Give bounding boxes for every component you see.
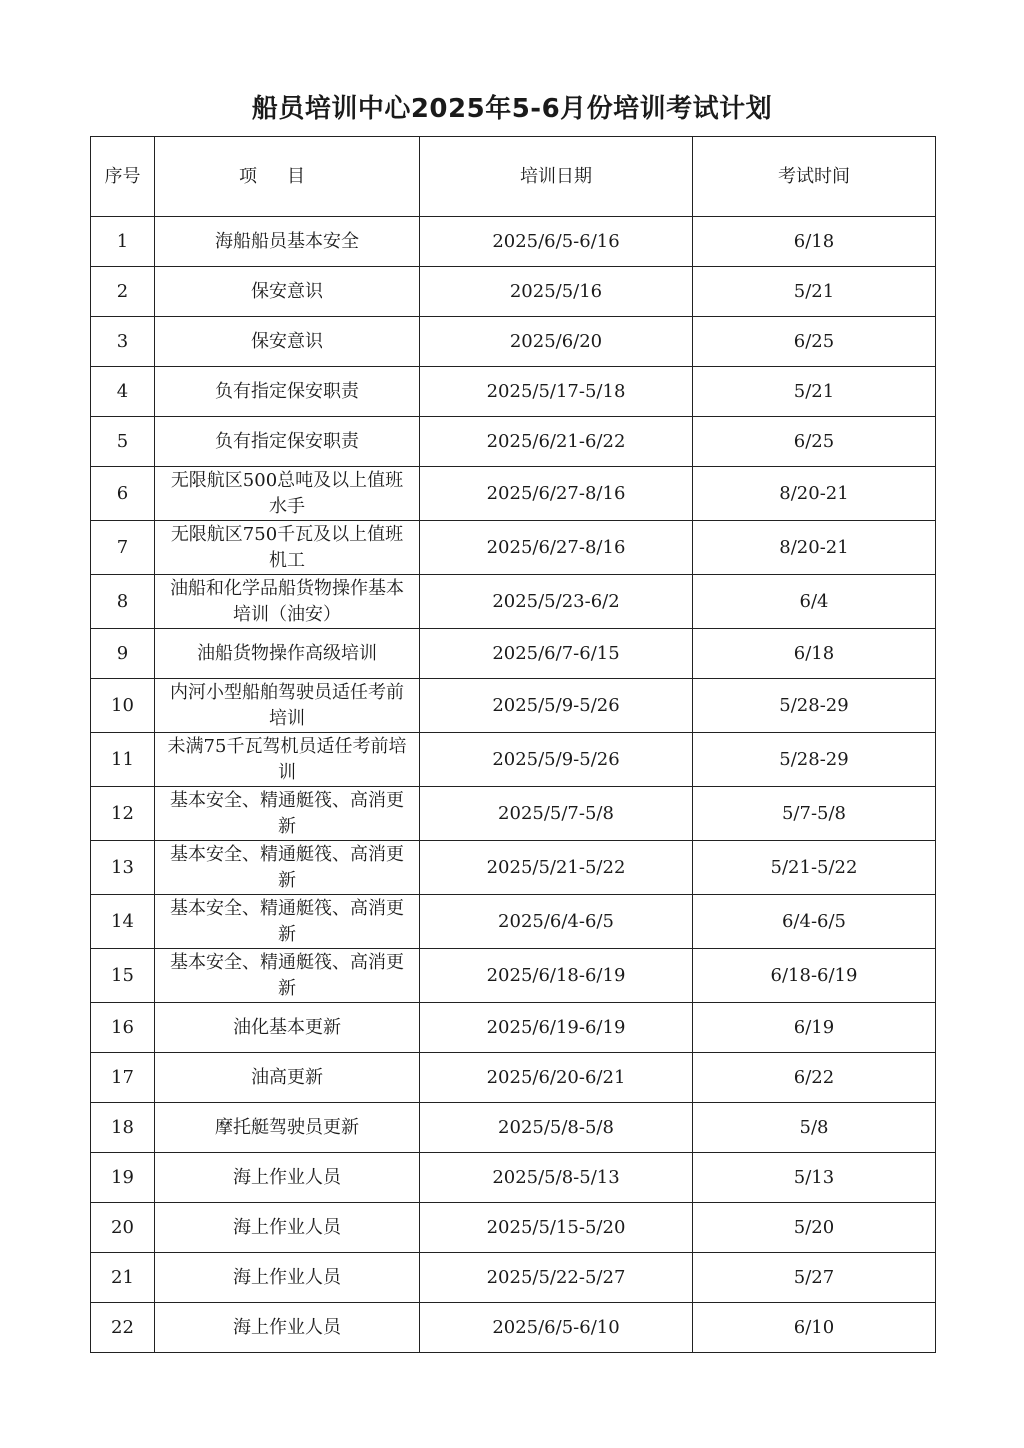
cell-index: 13 — [91, 841, 155, 895]
cell-exam-time: 5/21 — [693, 267, 936, 317]
table-body — [91, 217, 936, 1353]
cell-training-date: 2025/6/19-6/19 — [420, 1003, 693, 1053]
item-text: 未满75千瓦驾机员适任考前培训 — [167, 735, 407, 783]
cell-item — [155, 787, 420, 841]
cell-item — [155, 267, 420, 317]
cell-exam-time: 6/4 — [693, 575, 936, 629]
table-row — [91, 575, 936, 629]
cell-training-date: 2025/5/23-6/2 — [420, 575, 693, 629]
cell-item — [155, 217, 420, 267]
cell-exam-time: 8/20-21 — [693, 521, 936, 575]
page-title: 船员培训中心2025年5-6月份培训考试计划 — [251, 94, 773, 124]
cell-index: 15 — [91, 949, 155, 1003]
cell-item — [155, 679, 420, 733]
item-text: 基本安全、精通艇筏、高消更新 — [170, 843, 404, 891]
cell-exam-time: 5/21 — [693, 367, 936, 417]
cell-exam-time: 5/8 — [693, 1103, 936, 1153]
cell-item — [155, 1153, 420, 1203]
cell-index: 10 — [91, 679, 155, 733]
table-row — [91, 733, 936, 787]
item-text: 海上作业人员 — [233, 1166, 341, 1188]
cell-training-date: 2025/5/15-5/20 — [420, 1203, 693, 1253]
table-row — [91, 1103, 936, 1153]
training-exam-schedule-table — [90, 136, 936, 1353]
cell-index: 7 — [91, 521, 155, 575]
cell-training-date: 2025/5/8-5/13 — [420, 1153, 693, 1203]
cell-training-date: 2025/6/27-8/16 — [420, 521, 693, 575]
table-row — [91, 521, 936, 575]
item-text: 摩托艇驾驶员更新 — [215, 1116, 359, 1138]
table-row — [91, 1003, 936, 1053]
cell-index: 3 — [91, 317, 155, 367]
cell-training-date: 2025/6/27-8/16 — [420, 467, 693, 521]
header-exam-time: 考试时间 — [693, 137, 936, 217]
item-text: 无限航区750千瓦及以上值班机工 — [170, 523, 404, 571]
cell-index: 12 — [91, 787, 155, 841]
header-training-date: 培训日期 — [420, 137, 693, 217]
cell-item — [155, 629, 420, 679]
cell-item — [155, 467, 420, 521]
cell-exam-time: 6/25 — [693, 317, 936, 367]
table-row — [91, 1203, 936, 1253]
cell-index: 2 — [91, 267, 155, 317]
table-row — [91, 895, 936, 949]
item-text: 海上作业人员 — [233, 1316, 341, 1338]
cell-index: 4 — [91, 367, 155, 417]
cell-index: 5 — [91, 417, 155, 467]
cell-index: 11 — [91, 733, 155, 787]
cell-item — [155, 575, 420, 629]
table-row — [91, 467, 936, 521]
cell-training-date: 2025/6/5-6/10 — [420, 1303, 693, 1353]
cell-item — [155, 521, 420, 575]
table-row — [91, 679, 936, 733]
cell-training-date: 2025/5/8-5/8 — [420, 1103, 693, 1153]
cell-exam-time: 5/7-5/8 — [693, 787, 936, 841]
item-text: 基本安全、精通艇筏、高消更新 — [170, 951, 404, 999]
cell-index: 22 — [91, 1303, 155, 1353]
table-row — [91, 217, 936, 267]
item-text: 负有指定保安职责 — [215, 380, 359, 402]
cell-index: 19 — [91, 1153, 155, 1203]
cell-index: 18 — [91, 1103, 155, 1153]
cell-training-date: 2025/6/5-6/16 — [420, 217, 693, 267]
table-row — [91, 841, 936, 895]
cell-exam-time: 6/19 — [693, 1003, 936, 1053]
item-text: 无限航区500总吨及以上值班水手 — [170, 469, 404, 517]
cell-item — [155, 367, 420, 417]
cell-exam-time: 6/25 — [693, 417, 936, 467]
item-text: 基本安全、精通艇筏、高消更新 — [170, 897, 404, 945]
cell-training-date: 2025/5/22-5/27 — [420, 1253, 693, 1303]
item-text: 内河小型船舶驾驶员适任考前培训 — [170, 681, 404, 729]
cell-item — [155, 317, 420, 367]
cell-training-date: 2025/5/7-5/8 — [420, 787, 693, 841]
cell-index: 9 — [91, 629, 155, 679]
cell-index: 6 — [91, 467, 155, 521]
header-index: 序号 — [91, 137, 155, 217]
item-text: 基本安全、精通艇筏、高消更新 — [170, 789, 404, 837]
table-row — [91, 629, 936, 679]
item-text: 保安意识 — [251, 280, 323, 302]
cell-exam-time: 6/10 — [693, 1303, 936, 1353]
cell-training-date: 2025/5/21-5/22 — [420, 841, 693, 895]
cell-item — [155, 733, 420, 787]
item-text: 油船和化学品船货物操作基本培训（油安） — [170, 577, 404, 625]
item-text: 负有指定保安职责 — [215, 430, 359, 452]
cell-index: 8 — [91, 575, 155, 629]
cell-training-date: 2025/6/20-6/21 — [420, 1053, 693, 1103]
table-row — [91, 417, 936, 467]
item-text: 保安意识 — [251, 330, 323, 352]
cell-index: 1 — [91, 217, 155, 267]
cell-index: 17 — [91, 1053, 155, 1103]
table-row — [91, 949, 936, 1003]
cell-training-date: 2025/5/9-5/26 — [420, 733, 693, 787]
cell-exam-time: 5/28-29 — [693, 733, 936, 787]
cell-exam-time: 6/18 — [693, 217, 936, 267]
cell-exam-time: 6/18 — [693, 629, 936, 679]
cell-item — [155, 841, 420, 895]
cell-training-date: 2025/6/7-6/15 — [420, 629, 693, 679]
item-text: 海上作业人员 — [233, 1266, 341, 1288]
item-text: 油化基本更新 — [233, 1016, 341, 1038]
cell-exam-time: 5/21-5/22 — [693, 841, 936, 895]
cell-training-date: 2025/6/4-6/5 — [420, 895, 693, 949]
cell-training-date: 2025/5/16 — [420, 267, 693, 317]
header-item: 项目 — [155, 137, 420, 217]
cell-item — [155, 1203, 420, 1253]
table-row — [91, 267, 936, 317]
table-row — [91, 367, 936, 417]
table-row — [91, 1253, 936, 1303]
table-row — [91, 317, 936, 367]
cell-item — [155, 1303, 420, 1353]
item-text: 油高更新 — [251, 1066, 323, 1088]
cell-exam-time: 6/18-6/19 — [693, 949, 936, 1003]
cell-item — [155, 417, 420, 467]
table-row — [91, 787, 936, 841]
item-text: 油船货物操作高级培训 — [197, 642, 377, 664]
cell-exam-time: 8/20-21 — [693, 467, 936, 521]
cell-index: 21 — [91, 1253, 155, 1303]
cell-item — [155, 1253, 420, 1303]
cell-training-date: 2025/6/21-6/22 — [420, 417, 693, 467]
item-text: 海船船员基本安全 — [215, 230, 359, 252]
cell-exam-time: 5/13 — [693, 1153, 936, 1203]
cell-exam-time: 5/28-29 — [693, 679, 936, 733]
item-text: 海上作业人员 — [233, 1216, 341, 1238]
cell-index: 16 — [91, 1003, 155, 1053]
cell-exam-time: 5/20 — [693, 1203, 936, 1253]
table-row — [91, 1053, 936, 1103]
cell-exam-time: 6/4-6/5 — [693, 895, 936, 949]
cell-exam-time: 6/22 — [693, 1053, 936, 1103]
cell-item — [155, 1003, 420, 1053]
header-row — [91, 137, 936, 217]
cell-item — [155, 1103, 420, 1153]
cell-training-date: 2025/5/17-5/18 — [420, 367, 693, 417]
table-row — [91, 1303, 936, 1353]
cell-index: 20 — [91, 1203, 155, 1253]
cell-item — [155, 895, 420, 949]
table-header — [91, 137, 936, 217]
cell-training-date: 2025/6/20 — [420, 317, 693, 367]
cell-training-date: 2025/6/18-6/19 — [420, 949, 693, 1003]
cell-item — [155, 1053, 420, 1103]
cell-index: 14 — [91, 895, 155, 949]
table-row — [91, 1153, 936, 1203]
cell-item — [155, 949, 420, 1003]
cell-training-date: 2025/5/9-5/26 — [420, 679, 693, 733]
cell-exam-time: 5/27 — [693, 1253, 936, 1303]
